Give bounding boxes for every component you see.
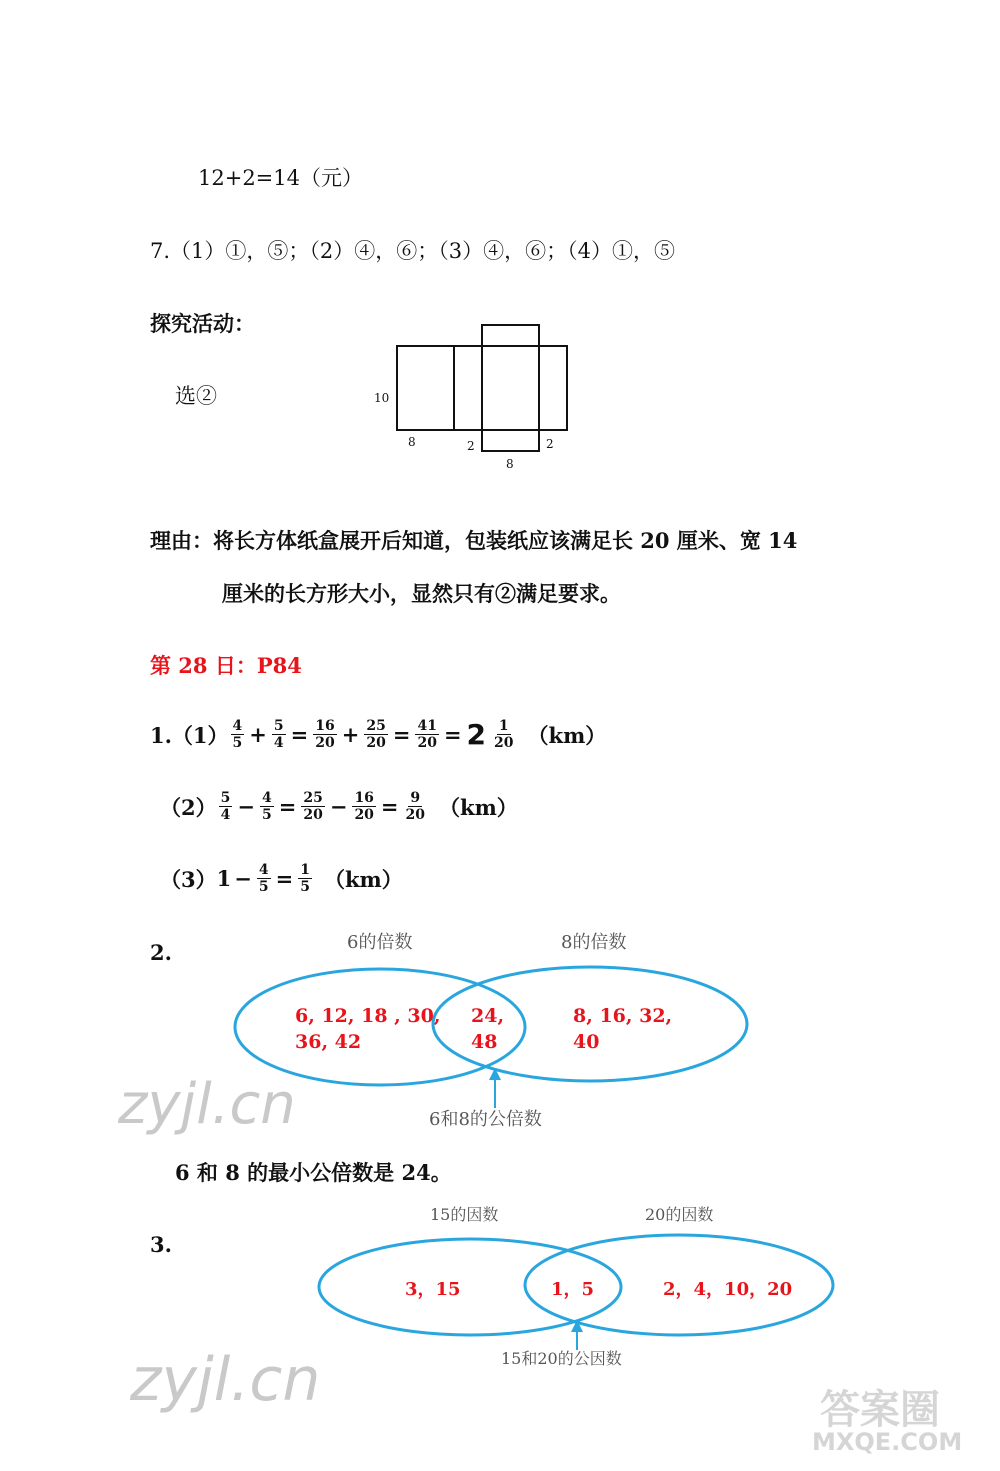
equals-sign: =	[290, 722, 309, 747]
venn-multiples-diagram	[225, 922, 755, 1134]
whole-one: 1	[216, 866, 232, 891]
price-calculation: 12+2=14（元）	[198, 166, 363, 190]
venn-right-values-2: 40	[573, 1031, 600, 1053]
lcm-sentence: 6 和 8 的最小公倍数是 24。	[175, 1160, 452, 1185]
box-net-diagram	[370, 320, 580, 480]
venn-left-title: 15的因数	[430, 1205, 499, 1224]
venn-left-ellipse	[235, 969, 525, 1085]
denominator: 5	[300, 879, 310, 895]
net-top-flap	[482, 325, 539, 346]
equals-sign: =	[380, 794, 399, 819]
explore-activity-title: 探究活动：	[150, 311, 255, 336]
denominator: 20	[354, 807, 374, 823]
denominator: 4	[273, 735, 284, 751]
equals-sign: =	[275, 866, 294, 891]
venn-right-values-1: 8, 16, 32,	[573, 1005, 673, 1027]
q1-part3	[160, 862, 403, 895]
fraction	[272, 718, 286, 751]
plus-sign: +	[341, 722, 360, 747]
venn-right-values: 2，4，10，20	[663, 1279, 793, 1300]
numerator: 9	[410, 790, 421, 806]
denominator: 20	[315, 735, 335, 751]
unit-label: （km）	[323, 866, 403, 892]
denominator: 20	[417, 735, 437, 751]
fraction	[301, 790, 324, 823]
fraction	[492, 718, 515, 751]
venn-factors-diagram	[305, 1200, 840, 1375]
fraction	[260, 790, 274, 823]
choice-answer: 选②	[175, 384, 217, 408]
question-7-answer: 7.（1）①，⑤；（2）④，⑥；（3）④，⑥；（4）①，⑤	[150, 239, 675, 263]
fraction	[404, 790, 427, 823]
net-bottom-flap	[482, 430, 539, 451]
venn-mid-values-2: 48	[471, 1031, 498, 1053]
venn-bottom-label: 6和8的公倍数	[429, 1109, 542, 1130]
watermark-answer-circle: 答案圈	[820, 1387, 940, 1433]
numerator: 25	[303, 790, 323, 806]
denominator: 5	[261, 807, 272, 823]
net-label-bottom-3: 2	[546, 437, 554, 451]
denominator: 20	[405, 807, 426, 823]
fraction	[415, 718, 438, 751]
minus-sign: −	[234, 866, 252, 891]
day-heading: 第 28 日：P84	[150, 653, 302, 678]
venn-right-title: 8的倍数	[561, 932, 627, 953]
numerator: 16	[315, 718, 335, 734]
equals-sign: =	[392, 722, 411, 747]
numerator: 5	[273, 718, 284, 734]
net-label-bottom-4: 8	[506, 457, 514, 471]
unit-label: （km）	[439, 794, 518, 820]
equals-sign: =	[278, 794, 297, 819]
numerator: 1	[498, 718, 509, 734]
net-label-height: 10	[374, 391, 390, 405]
venn-mid-values-1: 24,	[471, 1005, 505, 1027]
numerator: 1	[300, 862, 310, 878]
numerator: 4	[232, 718, 243, 734]
fraction	[298, 862, 312, 895]
numerator: 41	[417, 718, 437, 734]
watermark-zyjl-2: zyjl.cn	[130, 1345, 321, 1415]
q1-part1	[150, 718, 606, 751]
fraction	[257, 862, 271, 895]
fraction	[219, 790, 233, 823]
venn-left-title: 6的倍数	[347, 932, 413, 953]
venn-left-values-2: 36, 42	[295, 1031, 362, 1053]
question-3-number: 3.	[150, 1232, 172, 1257]
q1-part3-prefix: （3）	[160, 866, 217, 892]
minus-sign: −	[237, 794, 255, 819]
fraction	[313, 718, 336, 751]
fraction	[364, 718, 387, 751]
denominator: 4	[220, 807, 231, 823]
equals-sign: =	[443, 722, 462, 747]
net-label-bottom-2: 2	[467, 439, 475, 453]
numerator: 25	[366, 718, 386, 734]
question-2-number: 2.	[150, 940, 172, 965]
q1-part1-prefix: 1.（1）	[150, 722, 229, 748]
denominator: 5	[232, 735, 243, 751]
plus-sign: +	[249, 722, 267, 747]
venn-left-values-1: 6, 12, 18 , 30,	[295, 1005, 441, 1027]
watermark-mxqe: MXQE.COM	[812, 1428, 963, 1456]
numerator: 4	[261, 790, 272, 806]
net-label-bottom-1: 8	[408, 435, 416, 449]
fraction	[352, 790, 375, 823]
numerator: 5	[220, 790, 231, 806]
unit-label: （km）	[527, 722, 607, 748]
reason-line-2: 厘米的长方形大小，显然只有②满足要求。	[222, 581, 621, 606]
q1-part2	[160, 790, 518, 823]
reason-line-1: 理由：将长方体纸盒展开后知道，包装纸应该满足长 20 厘米、宽 14	[150, 528, 798, 553]
venn-bottom-label: 15和20的公因数	[501, 1349, 622, 1368]
venn-left-values: 3，15	[405, 1279, 461, 1300]
minus-sign: −	[329, 794, 348, 819]
venn-mid-values: 1，5	[551, 1279, 595, 1300]
numerator: 16	[354, 790, 374, 806]
denominator: 5	[258, 879, 269, 895]
mixed-number-whole: 2	[466, 718, 487, 751]
fraction	[231, 718, 245, 751]
denominator: 20	[366, 735, 386, 751]
watermark-zyjl-1: zyjl.cn	[118, 1072, 296, 1137]
denominator: 20	[303, 807, 323, 823]
numerator: 4	[258, 862, 269, 878]
denominator: 20	[494, 735, 514, 751]
venn-right-title: 20的因数	[645, 1205, 714, 1224]
q1-part2-prefix: （2）	[160, 794, 217, 820]
